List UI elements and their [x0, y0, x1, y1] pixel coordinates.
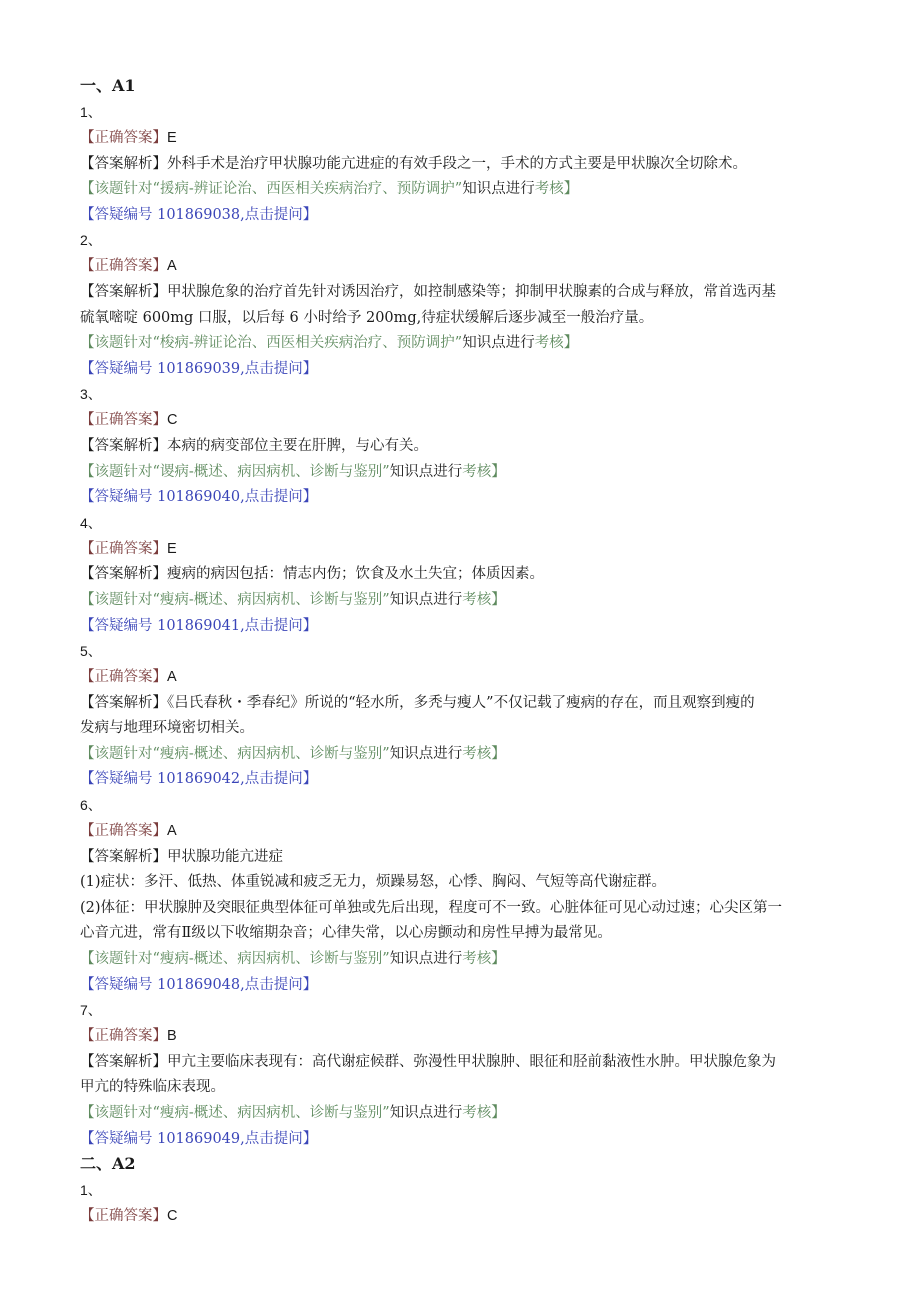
- sign-line: (2)体征：甲状腺肿及突眼征典型体征可单独或先后出现，程度可不一致。心脏体征可见心动过速；心尖区第一: [80, 899, 783, 916]
- ask-question-link[interactable]: 【答疑编号 101869038,点击提问】: [80, 206, 318, 223]
- correct-answer: 【正确答案】E: [80, 540, 177, 557]
- correct-answer: 【正确答案】C: [80, 1208, 178, 1225]
- question-number: 2、: [80, 232, 102, 249]
- question-number: 7、: [80, 1002, 102, 1019]
- sign-line-continued: 心音亢进，常有Ⅱ级以下收缩期杂音；心律失常，以心房颤动和房性早搏为最常见。: [80, 925, 612, 942]
- answer-explanation: 【答案解析】外科手术是治疗甲状腺功能亢进症的有效手段之一，手术的方式主要是甲状腺次全切除术。: [80, 155, 747, 172]
- ask-question-link[interactable]: 【答疑编号 101869040,点击提问】: [80, 489, 318, 506]
- answer-explanation-continued: 硫氧嘧啶 600mg 口服，以后每 6 小时给予 200mg,待症状缓解后逐步减至一般治疗量。: [80, 309, 654, 326]
- section-heading: 一、A1: [80, 76, 136, 95]
- knowledge-point: 【该题针对“瘦病-概述、病因病机、诊断与鉴别”知识点进行考核】: [80, 1105, 506, 1121]
- knowledge-point: 【该题针对“梭病-辨证论治、西医相关疾病治疗、预防调护”知识点进行考核】: [80, 335, 579, 352]
- answer-explanation: 【答案解析】甲状腺危象的治疗首先针对诱因治疗，如控制感染等；抑制甲状腺素的合成与释放，常首选丙基: [80, 283, 776, 300]
- ask-question-link[interactable]: 【答疑编号 101869049,点击提问】: [80, 1130, 318, 1147]
- question-number: 1、: [80, 104, 102, 120]
- question-number: 4、: [80, 514, 102, 531]
- knowledge-point: 【该题针对“瘦病-概述、病因病机、诊断与鉴别”知识点进行考核】: [80, 591, 506, 608]
- ask-question-link[interactable]: 【答疑编号 101869039,点击提问】: [80, 360, 318, 377]
- knowledge-point: 【该题针对“瘦病-概述、病因病机、诊断与鉴别”知识点进行考核】: [80, 951, 506, 968]
- question-number: 3、: [80, 386, 102, 403]
- symptom-line: (1)症状：多汗、低热、体重锐减和疲乏无力，烦躁易怒，心悸、胸闷、气短等高代谢症群。: [80, 874, 667, 891]
- answer-explanation: 【答案解析】瘦病的病因包括：情志内伤；饮食及水土失宜；体质因素。: [80, 566, 544, 583]
- answer-explanation: 【答案解析】《吕氏春秋・季春纪》所说的“轻水所，多秃与瘦人”不仅记载了瘦病的存在，而且观察到瘦的: [80, 694, 755, 711]
- section-heading: 二、A2: [80, 1154, 136, 1174]
- knowledge-point: 【该题针对“援病-辨证论治、西医相关疾病治疗、预防调护”知识点进行考核】: [80, 181, 579, 198]
- question-number: 5、: [80, 643, 102, 660]
- answer-explanation-continued: 发病与地理环境密切相关。: [80, 720, 254, 737]
- answer-explanation: 【答案解析】甲状腺功能亢进症: [80, 848, 283, 865]
- question-number: 6、: [80, 797, 102, 814]
- ask-question-link[interactable]: 【答疑编号 101869042,点击提问】: [80, 771, 318, 788]
- ask-question-link[interactable]: 【答疑编号 101869048,点击提问】: [80, 976, 318, 993]
- document-page: [80, 74, 840, 1230]
- correct-answer: 【正确答案】B: [80, 1028, 177, 1045]
- answer-explanation: 【答案解析】本病的病变部位主要在肝脾，与心有关。: [80, 437, 428, 454]
- answer-explanation: 【答案解析】甲亢主要临床表现有：高代谢症候群、弥漫性甲状腺肿、眼征和胫前黏液性水肿。甲状腺危象为: [80, 1053, 776, 1070]
- question-number: 1、: [80, 1182, 102, 1199]
- ask-question-link[interactable]: 【答疑编号 101869041,点击提问】: [80, 617, 318, 634]
- knowledge-point: 【该题针对“瘦病-概述、病因病机、诊断与鉴别”知识点进行考核】: [80, 745, 506, 762]
- correct-answer: 【正确答案】E: [80, 130, 177, 146]
- correct-answer: 【正确答案】A: [80, 258, 177, 275]
- correct-answer: 【正确答案】A: [80, 823, 177, 840]
- knowledge-point: 【该题针对“谡病-概述、病因病机、诊断与鉴别”知识点进行考核】: [80, 463, 506, 480]
- correct-answer: 【正确答案】A: [80, 669, 177, 686]
- correct-answer: 【正确答案】C: [80, 412, 178, 429]
- answer-explanation-continued: 甲亢的特殊临床表现。: [80, 1079, 225, 1096]
